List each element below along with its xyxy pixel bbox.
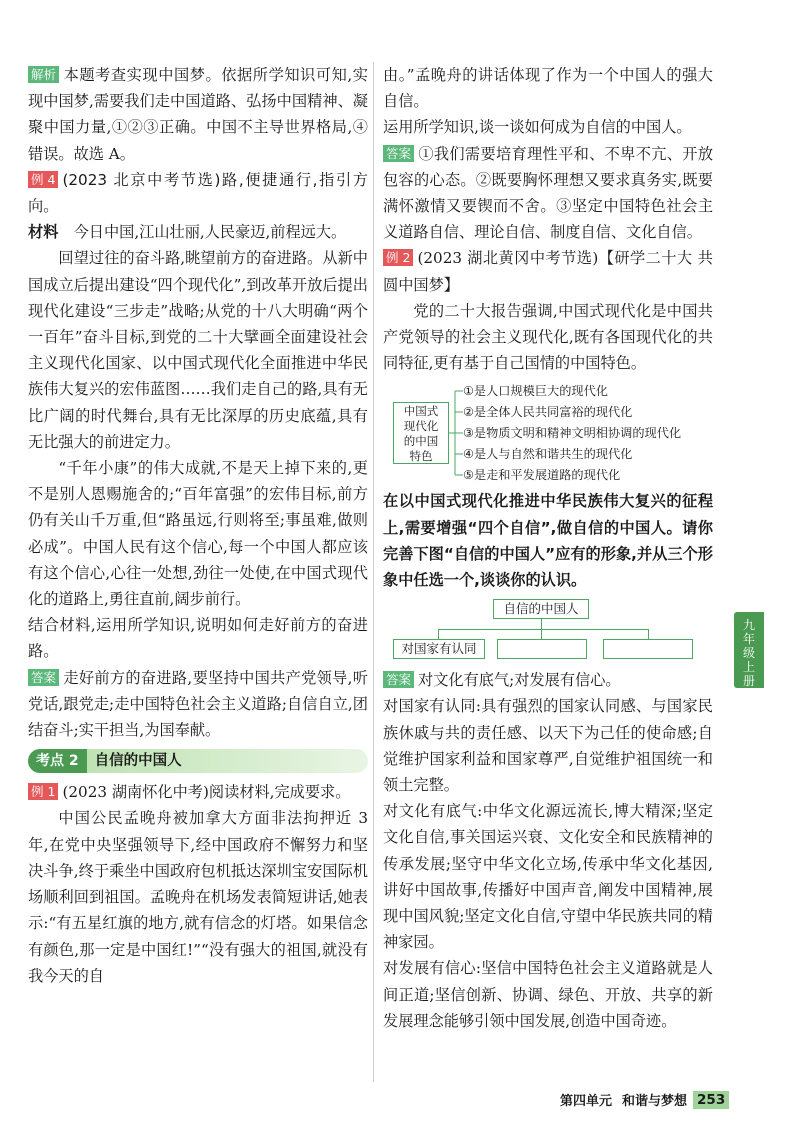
modernization-diagram — [383, 382, 713, 482]
box-line: 的中国 — [403, 434, 439, 449]
box-line: 中国式 — [403, 404, 439, 419]
analysis-paragraph — [28, 62, 368, 167]
page-footer — [560, 1090, 729, 1109]
example1-question: 运用所学知识,谈一谈如何成为自信的中国人。 — [383, 118, 692, 137]
example1-text: (2023 湖南怀化中考)阅读材料,完成要求。 — [62, 783, 351, 802]
tree-connector — [438, 629, 648, 630]
right-column — [383, 62, 713, 1034]
side-tab-char: 九 — [742, 618, 755, 632]
example1-story: 中国公民孟晚舟被加拿大方面非法拘押近 3 年,在党中央坚强领导下,经中国政府不懈努力和坚决斗争,终于乘坐中国政府包机抵达深圳宝安国际机场顺利回到祖国。孟晚舟在机场发表简短讲话,她表示:“有五星红旗的地方,就有信念的灯塔。如果信念有颜色,那一定是中国红!”“没有强大的祖国,就没有我今天的自 — [28, 809, 368, 985]
answer-text: 对文化有底气;对发展有信心。 — [418, 671, 621, 690]
answer-paragraph-3: 对发展有信心:坚信中国特色社会主义道路就是人间正道;坚信创新、协调、绿色、开放、共享的新发展理念能够引领中国发展,创造中国奇迹。 — [383, 959, 713, 1030]
box-line: 现代化 — [403, 419, 439, 434]
answer-paragraph-2: 对文化有底气:中华文化源远流长,博大精深;坚定文化自信,事关国运兴衰、文化安全和民族精神的传承发展;坚守中华文化立场,传承中华文化基因,讲好中国故事,传播好中国声音,阐发中国精神,展现中国风貌;坚定文化自信,守望中华民族共同的精神家园。 — [383, 802, 713, 952]
analysis-text: 本题考查实现中国梦。依据所学知识可知,实现中国梦,需要我们走中国道路、弘扬中国精神、凝聚中国力量,①②③正确。中国不主导世界格局,④错误。故选 A。 — [28, 66, 368, 163]
diagram-item: ⑤是走和平发展道路的现代化 — [463, 468, 621, 483]
example4-heading — [28, 167, 368, 219]
material-paragraph-1: 回望过往的奋斗路,眺望前方的奋进路。从新中国成立后提出建设“四个现代化”,到改革开放后提出现代化建设“三步走”战略;从党的十八大明确“两个一百年”奋斗目标,到党的二十大擘画全面建设社会主义现代化国家、以中国式现代化全面推进中华民族伟大复兴的宏伟蓝图……我们走自己的路,具有无比广阔的时代舞台,具有无比深厚的历史底蕴,具有无比强大的前进定力。 — [28, 249, 368, 451]
column-divider — [373, 62, 374, 1082]
example4-source: (2023 北京中考节选) — [62, 170, 221, 189]
material-intro — [28, 219, 368, 245]
tree-leaf-2 — [497, 639, 587, 659]
example1-heading — [28, 779, 368, 805]
diagram-connectors — [383, 382, 473, 482]
kaodian-label: 考点 2 — [28, 749, 87, 773]
example2-paragraph: 党的二十大报告强调,中国式现代化是中国共产党领导的社会主义现代化,既有各国现代化的共同特征,更有基于自己国情的中国特色。 — [383, 301, 713, 373]
tree-root: 自信的中国人 — [493, 599, 589, 619]
answer-text: ①我们需要培育理性平和、不卑不亢、开放包容的心态。②既要胸怀理想又要求真务实,既要满怀激情又要锲而不舍。③坚定中国特色社会主义道路自信、理论自信、制度自信、文化自信。 — [383, 144, 713, 242]
material-paragraph-2: “千年小康”的伟大成就,不是天上掉下来的,更不是别人恩赐施舍的;“百年富强”的宏伟目标,前方仍有关山千万重,但“路虽远,行则将至;事虽难,做则必成”。中国人民有这个信心,每一个中国人都应该有这个信心,心往一处想,劲往一处使,在中国式现代化的道路上,勇往直前,阔步前行。 — [28, 459, 368, 609]
kaodian-title: 自信的中国人 — [87, 749, 368, 773]
side-tab-char: 年 — [742, 632, 755, 646]
tree-leaf-3 — [603, 639, 693, 659]
example2-head: (2023 湖北黄冈中考节选)【研学二十大 共圆中国梦】 — [383, 249, 713, 294]
analysis-tag: 解析 — [28, 66, 59, 83]
tree-leaf-1: 对国家有认同 — [393, 639, 485, 659]
example1-tag: 例 1 — [28, 783, 58, 800]
material-label: 材料 — [28, 223, 59, 242]
example4-tag: 例 4 — [28, 171, 58, 188]
answer-text: 走好前方的奋进路,要坚持中国共产党领导,听党话,跟党走;走中国特色社会主义道路;自信自立,团结奋斗;实干担当,为国奉献。 — [28, 668, 368, 740]
diagram-item: ①是人口规模巨大的现代化 — [463, 384, 608, 399]
box-line: 特色 — [409, 449, 433, 464]
left-column — [28, 62, 368, 989]
confidence-tree — [383, 597, 713, 665]
tree-connector — [541, 629, 542, 639]
tree-connector — [648, 629, 649, 639]
answer-paragraph-1: 对国家有认同:具有强烈的国家认同感、与国家民族休戚与共的责任感、以天下为己任的使命感;自觉维护国家利益和国家尊严,自觉维护祖国统一和领土完整。 — [383, 697, 713, 795]
diagram-item: ②是全体人民共同富裕的现代化 — [463, 405, 633, 420]
example2-tag: 例 2 — [383, 249, 413, 266]
footer-unit: 第四单元 — [560, 1094, 613, 1109]
diagram-item: ③是物质文明和精神文明相协调的现代化 — [463, 426, 682, 441]
page-number: 253 — [693, 1091, 729, 1109]
answer-tag: 答案 — [383, 671, 414, 688]
answer-tag: 答案 — [383, 145, 414, 162]
tree-connector — [541, 619, 542, 629]
story-continuation: 由。”孟晚舟的讲话体现了作为一个中国人的强大自信。 — [383, 66, 713, 111]
example2-answer-head — [383, 667, 713, 693]
answer-tag: 答案 — [28, 669, 59, 686]
example2-question: 在以中国式现代化推进中华民族伟大复兴的征程上,需要增强“四个自信”,做自信的中国人。请你完善下图“自信的中国人”应有的形象,并从三个形象中任选一个,谈谈你的认识。 — [383, 492, 713, 590]
tree-connector — [438, 629, 439, 639]
example4-title: 路,便捷通行,指引方向。 — [28, 170, 368, 216]
side-tab-char: 上 — [742, 660, 755, 674]
example4-question: 结合材料,运用所学知识,说明如何走好前方的奋进路。 — [28, 616, 368, 661]
side-tab-char: 级 — [742, 646, 755, 660]
side-tab-char: 册 — [742, 674, 755, 688]
kaodian-banner — [28, 749, 368, 773]
grade-side-tab — [734, 612, 764, 688]
diagram-item: ④是人与自然和谐共生的现代化 — [463, 447, 633, 462]
example1-answer — [383, 141, 713, 246]
material-first-line: 今日中国,江山壮丽,人民豪迈,前程远大。 — [73, 223, 347, 242]
example4-answer — [28, 665, 368, 744]
example2-heading — [383, 245, 713, 297]
footer-title: 和谐与梦想 — [622, 1094, 688, 1109]
